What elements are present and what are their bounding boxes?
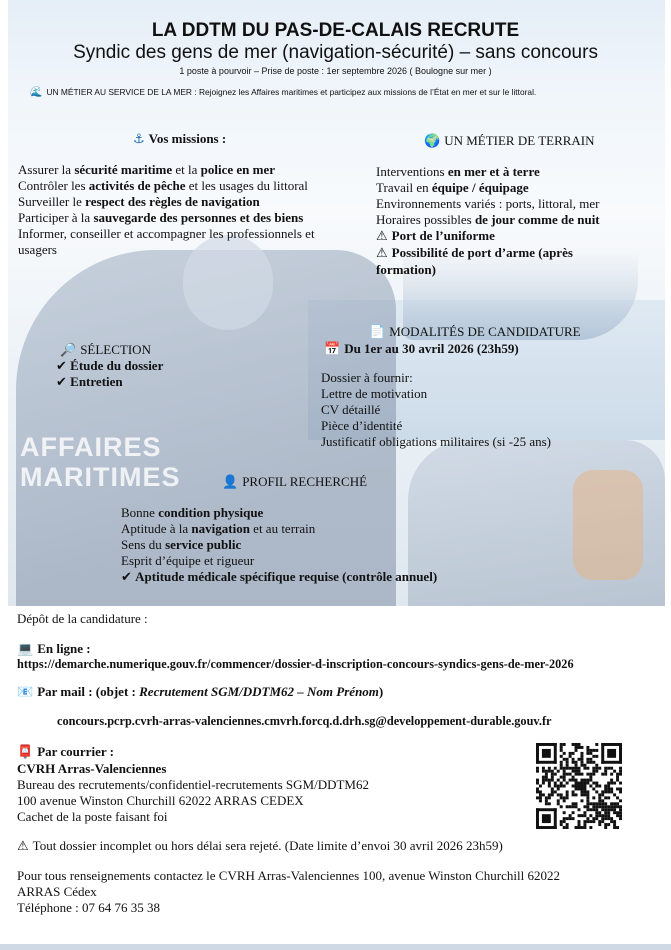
page-title: LA DDTM DU PAS-DE-CALAIS RECRUTE [151,20,520,41]
missions-heading: ⚓ Vos missions : [133,131,227,147]
warning-icon: ⚠ [376,246,388,261]
post-name: CVRH Arras-Valenciennes [17,761,167,776]
terrain-list [376,164,600,278]
depot-heading: Dépôt de la candidature : [17,611,148,626]
selection-heading: 🔎 SÉLECTION [60,342,151,358]
modalites-heading: 📄 MODALITÉS DE CANDIDATURE [369,324,581,340]
dossier-list [321,370,551,450]
check-icon: ✔ [121,569,132,584]
post-label: 📮 Par courrier : [17,744,114,760]
profil-heading: 👤 PROFIL RECHERCHÉ [222,474,368,490]
list-item: ✔ Étude du dossier [56,358,164,373]
qr-code[interactable] [536,743,622,829]
list-item: Sens du service public [121,537,242,552]
online-label: 💻 En ligne : [17,641,91,657]
check-icon: ✔ [56,358,67,373]
reject-notice: ⚠ Tout dossier incomplet ou hors délai sera rejeté. (Date limite d’envoi 30 avril 2026 23h59) [17,838,503,854]
list-item: Travail en équipe / équipage [376,180,529,195]
anchor-icon: ⚓ [133,132,145,147]
magnifier-icon: 🔎 [60,343,77,358]
list-item: ✔ Aptitude médicale spécifique requise (contrôle annuel) [121,569,438,584]
header-info: 1 poste à pourvoir – Prise de poste : 1er septembre 2026 ( Boulogne sur mer ) [179,66,492,76]
list-item: Participer à la sauvegarde des personnes et des biens [18,210,304,225]
missions-list [18,162,315,258]
globe-icon: 🌍 [424,134,441,149]
email-address[interactable]: concours.pcrp.cvrh-arras-valenciennes.cmvrh.forcq.d.drh.sg@developpement-durable.gouv.fr [57,714,552,728]
envelope-icon: 📧 [17,685,34,700]
laptop-icon: 💻 [17,642,34,657]
wave-icon: 🌊 [30,87,43,98]
list-item: Informer, conseiller et accompagner les professionnels et [18,226,315,241]
warning-icon: ⚠ [17,839,29,854]
list-item: ⚠ Port de l’uniforme [376,228,495,244]
page-subtitle: Syndic des gens de mer (navigation-sécurité) – sans concours [73,42,598,63]
list-item: Justificatif obligations militaires (si -25 ans) [321,434,551,449]
tagline: 🌊 UN MÉTIER AU SERVICE DE LA MER : Rejoignez les Affaires maritimes et participez aux missions de l’État en mer et sur le littoral. [30,87,537,98]
phone[interactable]: Téléphone : 07 64 76 35 38 [17,900,160,915]
online-url[interactable]: https://demarche.numerique.gouv.fr/commencer/dossier-d-inscription-concours-syndics-gens-de-mer-2026 [17,657,574,671]
list-item: Horaires possibles de jour comme de nuit [376,212,600,227]
list-item: Lettre de motivation [321,386,428,401]
list-item: Bonne condition physique [121,505,264,520]
list-item: Cachet de la poste faisant foi [17,809,168,824]
list-item: 100 avenue Winston Churchill 62022 ARRAS CEDEX [17,793,304,808]
terrain-heading: 🌍 UN MÉTIER DE TERRAIN [424,133,595,149]
list-item: Esprit d’équipe et rigueur [121,553,255,568]
list-item: ✔ Entretien [56,374,123,389]
list-item: Aptitude à la navigation et au terrain [121,521,316,536]
list-item: Contrôler les activités de pêche et les usages du littoral [18,178,308,193]
affaires-maritimes-badge: AFFAIRES MARITIMES [20,432,181,492]
mail-label: 📧 Par mail : (objet : Recrutement SGM/DDTM62 – Nom Prénom) [17,684,384,700]
post-address [17,761,369,825]
list-item: formation) [376,262,436,277]
list-item: Pièce d’identité [321,418,403,433]
calendar-icon: 📅 [324,342,341,357]
profil-list [121,505,437,585]
list-item: Bureau des recrutements/confidentiel-recrutements SGM/DDTM62 [17,777,369,792]
list-item: Interventions en mer et à terre [376,164,540,179]
document-icon: 📄 [369,325,386,340]
modalites-dates: 📅 Du 1er au 30 avril 2026 (23h59) [324,341,519,357]
list-item: CV détaillé [321,402,381,417]
list-item: Environnements variés : ports, littoral, mer [376,196,600,211]
dossier-label: Dossier à fournir: [321,370,413,385]
bottom-strip [0,944,671,950]
contact-info: Pour tous renseignements contactez le CVRH Arras-Valenciennes 100, avenue Winston Churchill 62022 ARRAS Cédex Téléphone : 07 64 76 35 38 [17,868,657,916]
mailbox-icon: 📮 [17,745,34,760]
check-icon: ✔ [56,374,67,389]
list-item: Surveiller le respect des règles de navigation [18,194,260,209]
list-item: Assurer la sécurité maritime et la police en mer [18,162,276,177]
selection-list [56,358,163,390]
list-item: usagers [18,242,57,257]
warning-icon: ⚠ [376,229,388,244]
person-icon: 👤 [222,475,239,490]
list-item: ⚠ Possibilité de port d’arme (après [376,245,573,261]
